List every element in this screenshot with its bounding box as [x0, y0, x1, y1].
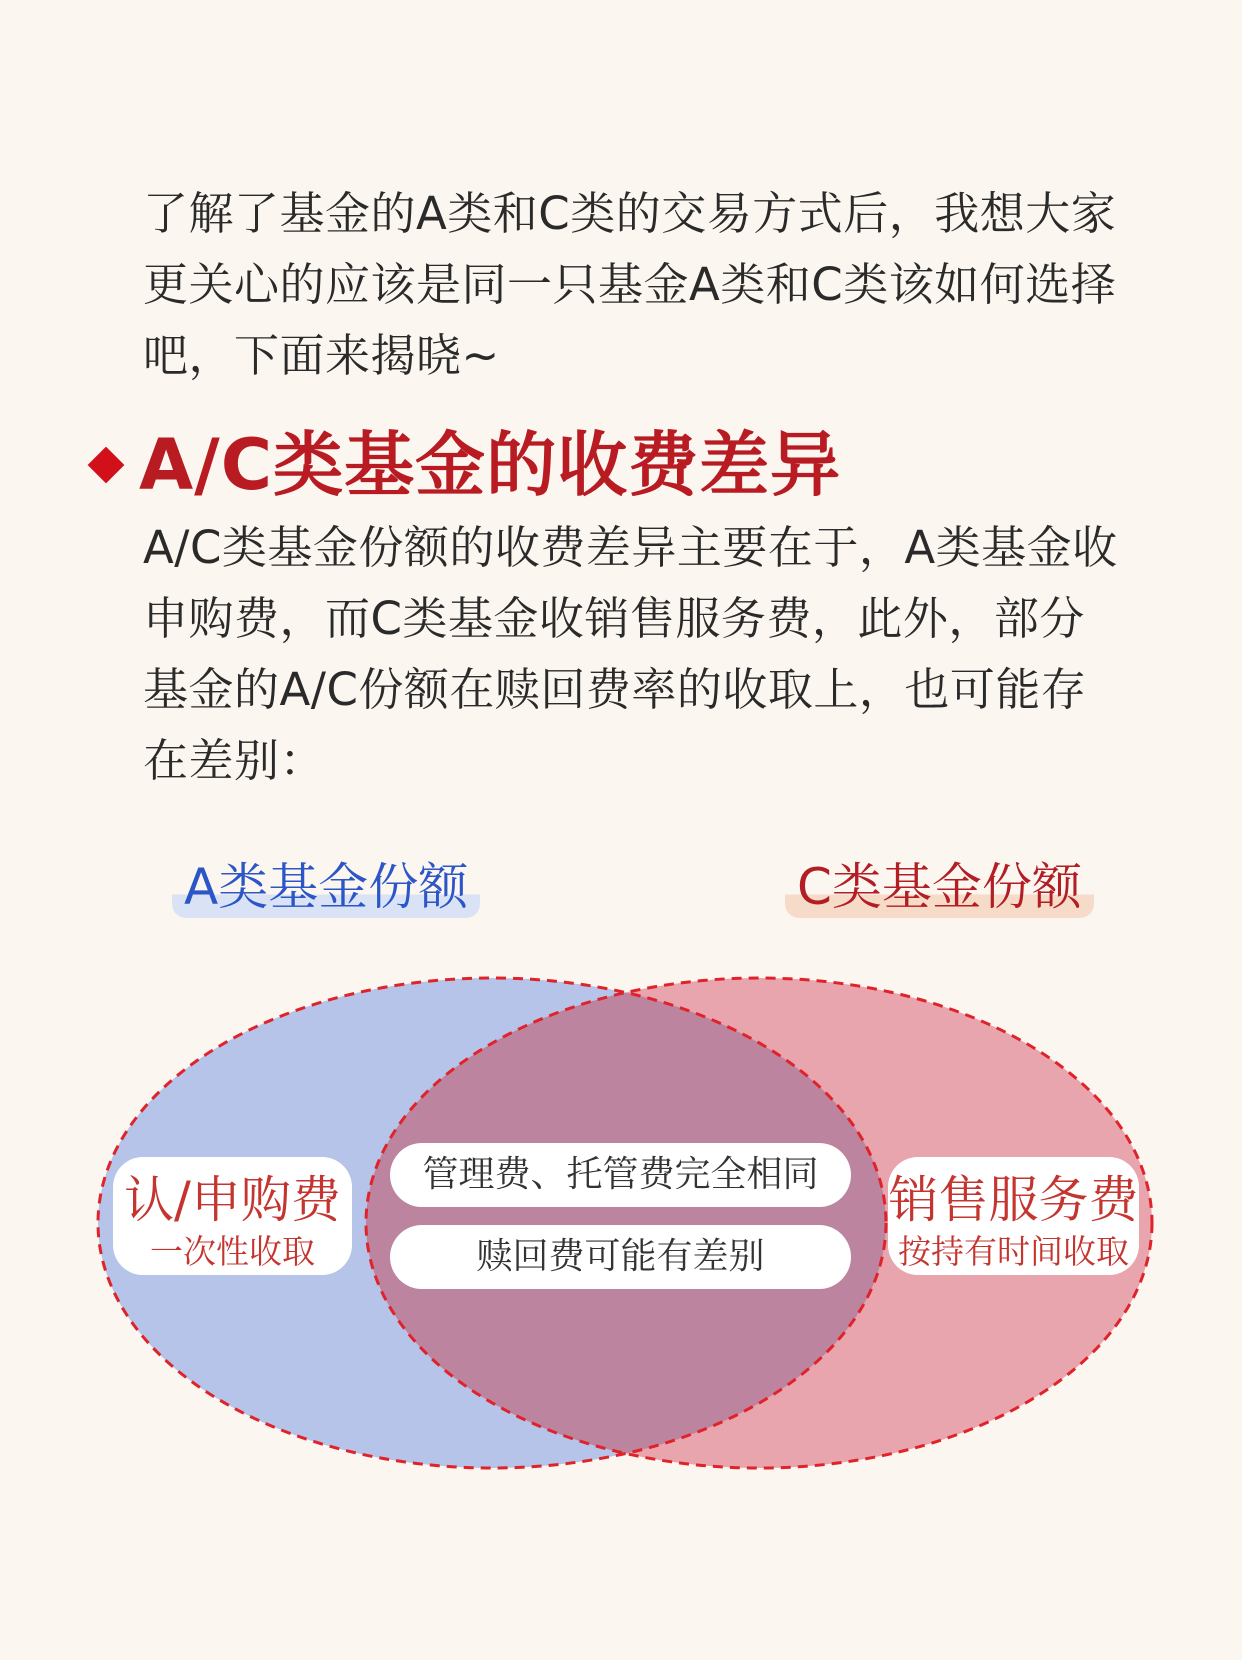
subscription-fee-note: 一次性收取 — [150, 1232, 315, 1271]
sales-service-fee-title: 销售服务费 — [888, 1171, 1139, 1229]
c-class-label: C类基金份额 — [785, 862, 1094, 918]
overlap-item-management-fee: 管理费、托管费完全相同 — [390, 1143, 851, 1207]
a-class-label: A类基金份额 — [172, 862, 480, 918]
intro-paragraph: 了解了基金的A类和C类的交易方式后，我想大家更关心的应该是同一只基金A类和C类该如何选择吧，下面来揭晓~ — [143, 187, 1117, 382]
sales-service-fee-box — [888, 1157, 1139, 1275]
section-title: A/C类基金的收费差异 — [139, 424, 842, 506]
section-body: A/C类基金份额的收费差异主要在于，A类基金收申购费，而C类基金收销售服务费，此外，部分基金的A/C份额在赎回费率的收取上，也可能存在差别： — [143, 521, 1118, 787]
sales-service-fee-note: 按持有时间收取 — [898, 1232, 1129, 1271]
subscription-fee-box — [113, 1157, 352, 1275]
overlap-item-redemption-fee: 赎回费可能有差别 — [390, 1225, 851, 1289]
subscription-fee-title: 认/申购费 — [124, 1171, 341, 1229]
